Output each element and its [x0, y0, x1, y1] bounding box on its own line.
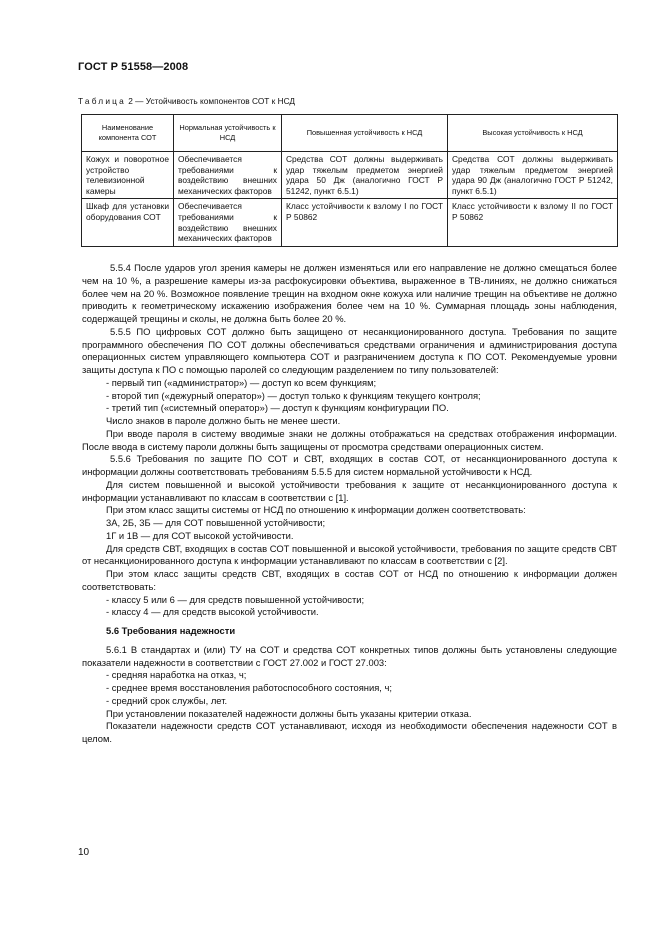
- paragraph-5-5-4: 5.5.4 После ударов угол зрения камеры не должен изменяться или его направление не должно смещаться более чем на 10 %, а разрешение камеры из-за расфокусировки объектива, выраженное в ТВ-линиях, не должно снижаться более чем на 20 %. Возможное появление трещин на входном окне кожуха или наличие трещин на объективе не должно приводить к геометрическому искажению изображения более чем на 10 %. Суммарная площадь зоны наблюдения, содержащей трещины и сколы, не должна быть более 20 %.: [82, 262, 617, 324]
- list-item: - классу 4 — для средств высокой устойчивости.: [106, 606, 319, 618]
- paragraph: Число знаков в пароле должно быть не менее шести.: [106, 415, 341, 426]
- paragraph: 1Г и 1В — для СОТ высокой устойчивости.: [106, 529, 294, 541]
- page-number: 10: [78, 847, 90, 858]
- paragraph: При этом класс защиты системы от НСД по отношению к информации должен соответствовать:: [106, 504, 526, 516]
- table-cell: Средства СОТ должны выдерживать удар тяжелым предметом энергией удара 90 Дж (аналогично ГОСТ Р 51242, пункт 6.5.1): [448, 152, 618, 199]
- paragraph-5-5-5: 5.5.5 ПО цифровых СОТ должно быть защищено от несанкционированного доступа. Требования по защите программного обеспечения ПО СОТ должны обеспечиваться средствами ограничения и администрирования доступа операционных систем управляющего компьютера СОТ и разграничением доступа к ПО СОТ. Рекомендуемые уровни защиты доступа к ПО с помощью паролей со следующим разделением по типу пользователей:: [82, 325, 617, 375]
- table-caption-prefix: Таблица: [78, 96, 126, 106]
- paragraph: Для систем повышенной и высокой устойчивости требования к защите от несанкционированного доступа к информации устанавливают по классам в соответствии с [1].: [82, 478, 617, 503]
- paragraph-5-5-6: 5.5.6 Требования по защите ПО СОТ и СВТ, входящих в состав СОТ, от несанкционированного доступа к информации должны соответствовать требованиям 5.5.5 для систем нормальной устойчивости к НСД.: [82, 453, 617, 477]
- table-row: [82, 152, 618, 199]
- list-item: - третий тип («системный оператор») — доступ к функциям конфигурации ПО.: [106, 402, 449, 414]
- table-cell: Класс устойчивости к взлому I по ГОСТ Р 50862: [282, 199, 448, 246]
- table-caption: [78, 96, 295, 106]
- list-item: - классу 5 или 6 — для средств повышенной устойчивости;: [106, 593, 365, 605]
- table-cell: Средства СОТ должны выдерживать удар тяжелым предметом энергией удара 50 Дж (аналогично ГОСТ Р 51242, пункт 6.5.1): [282, 152, 448, 199]
- document-body: [82, 262, 617, 746]
- table-header-cell: Высокая устойчивость к НСД: [448, 115, 618, 152]
- paragraph-5-6-1: 5.6.1 В стандартах и (или) ТУ на СОТ и средства СОТ конкретных типов должны быть установлены следующие показатели надежности в соответствии с ГОСТ 27.002 и ГОСТ 27.003:: [82, 643, 617, 668]
- table-header-row: [82, 115, 618, 152]
- paragraph: При вводе пароля в систему вводимые знаки не должны отображаться на средствах отображения информации. После ввода в систему пароли должны быть защищены от просмотра средствами операционных систем.: [82, 427, 617, 452]
- paragraph: 3А, 2Б, 3Б — для СОТ повышенной устойчивости;: [106, 517, 326, 528]
- list-item: - среднее время восстановления работоспособного состояния, ч;: [106, 682, 392, 693]
- document-header: ГОСТ Р 51558—2008: [78, 61, 189, 73]
- table-caption-text: 2 — Устойчивость компонентов СОТ к НСД: [125, 96, 295, 106]
- list-item: - средняя наработка на отказ, ч;: [106, 669, 247, 681]
- table-row: [82, 199, 618, 246]
- paragraph: При этом класс защиты средств СВТ, входящих в состав СОТ от НСД по отношению к информации должен соответствовать:: [82, 568, 617, 592]
- table-cell: Класс устойчивости к взлому II по ГОСТ Р 50862: [448, 199, 618, 246]
- paragraph: Для средств СВТ, входящих в состав СОТ повышенной и высокой устойчивости, требования по защите средств СВТ от несанкционированного доступа к информации устанавливают по классам в соответствии с [2].: [82, 542, 617, 567]
- table-cell: Шкаф для установки оборудования СОТ: [82, 199, 174, 246]
- list-item: - второй тип («дежурный оператор») — доступ только к функциям текущего контроля;: [106, 389, 481, 401]
- table-header-cell: Нормальная устойчивость к НСД: [174, 115, 282, 152]
- section-heading: 5.6 Требования надежности: [106, 625, 236, 636]
- paragraph: При установлении показателей надежности должны быть указаны критерии отказа.: [106, 707, 472, 719]
- table-header-cell: Наименование компонента СОТ: [82, 115, 174, 152]
- stability-table: [81, 114, 618, 247]
- paragraph: Показатели надежности средств СОТ устанавливают, исходя из необходимости обеспечения надежности СОТ в целом.: [82, 720, 617, 744]
- list-item: - средний срок службы, лет.: [106, 694, 228, 706]
- list-item: - первый тип («администратор») — доступ ко всем функциям;: [106, 376, 377, 388]
- table-cell: Обеспечивается требованиями к воздействию внешних механических факторов: [174, 199, 282, 246]
- table-cell: Кожух и поворотное устройство телевизионной камеры: [82, 152, 174, 199]
- table-header-cell: Повышенная устойчивость к НСД: [282, 115, 448, 152]
- table-cell: Обеспечивается требованиями к воздействию внешних механических факторов: [174, 152, 282, 199]
